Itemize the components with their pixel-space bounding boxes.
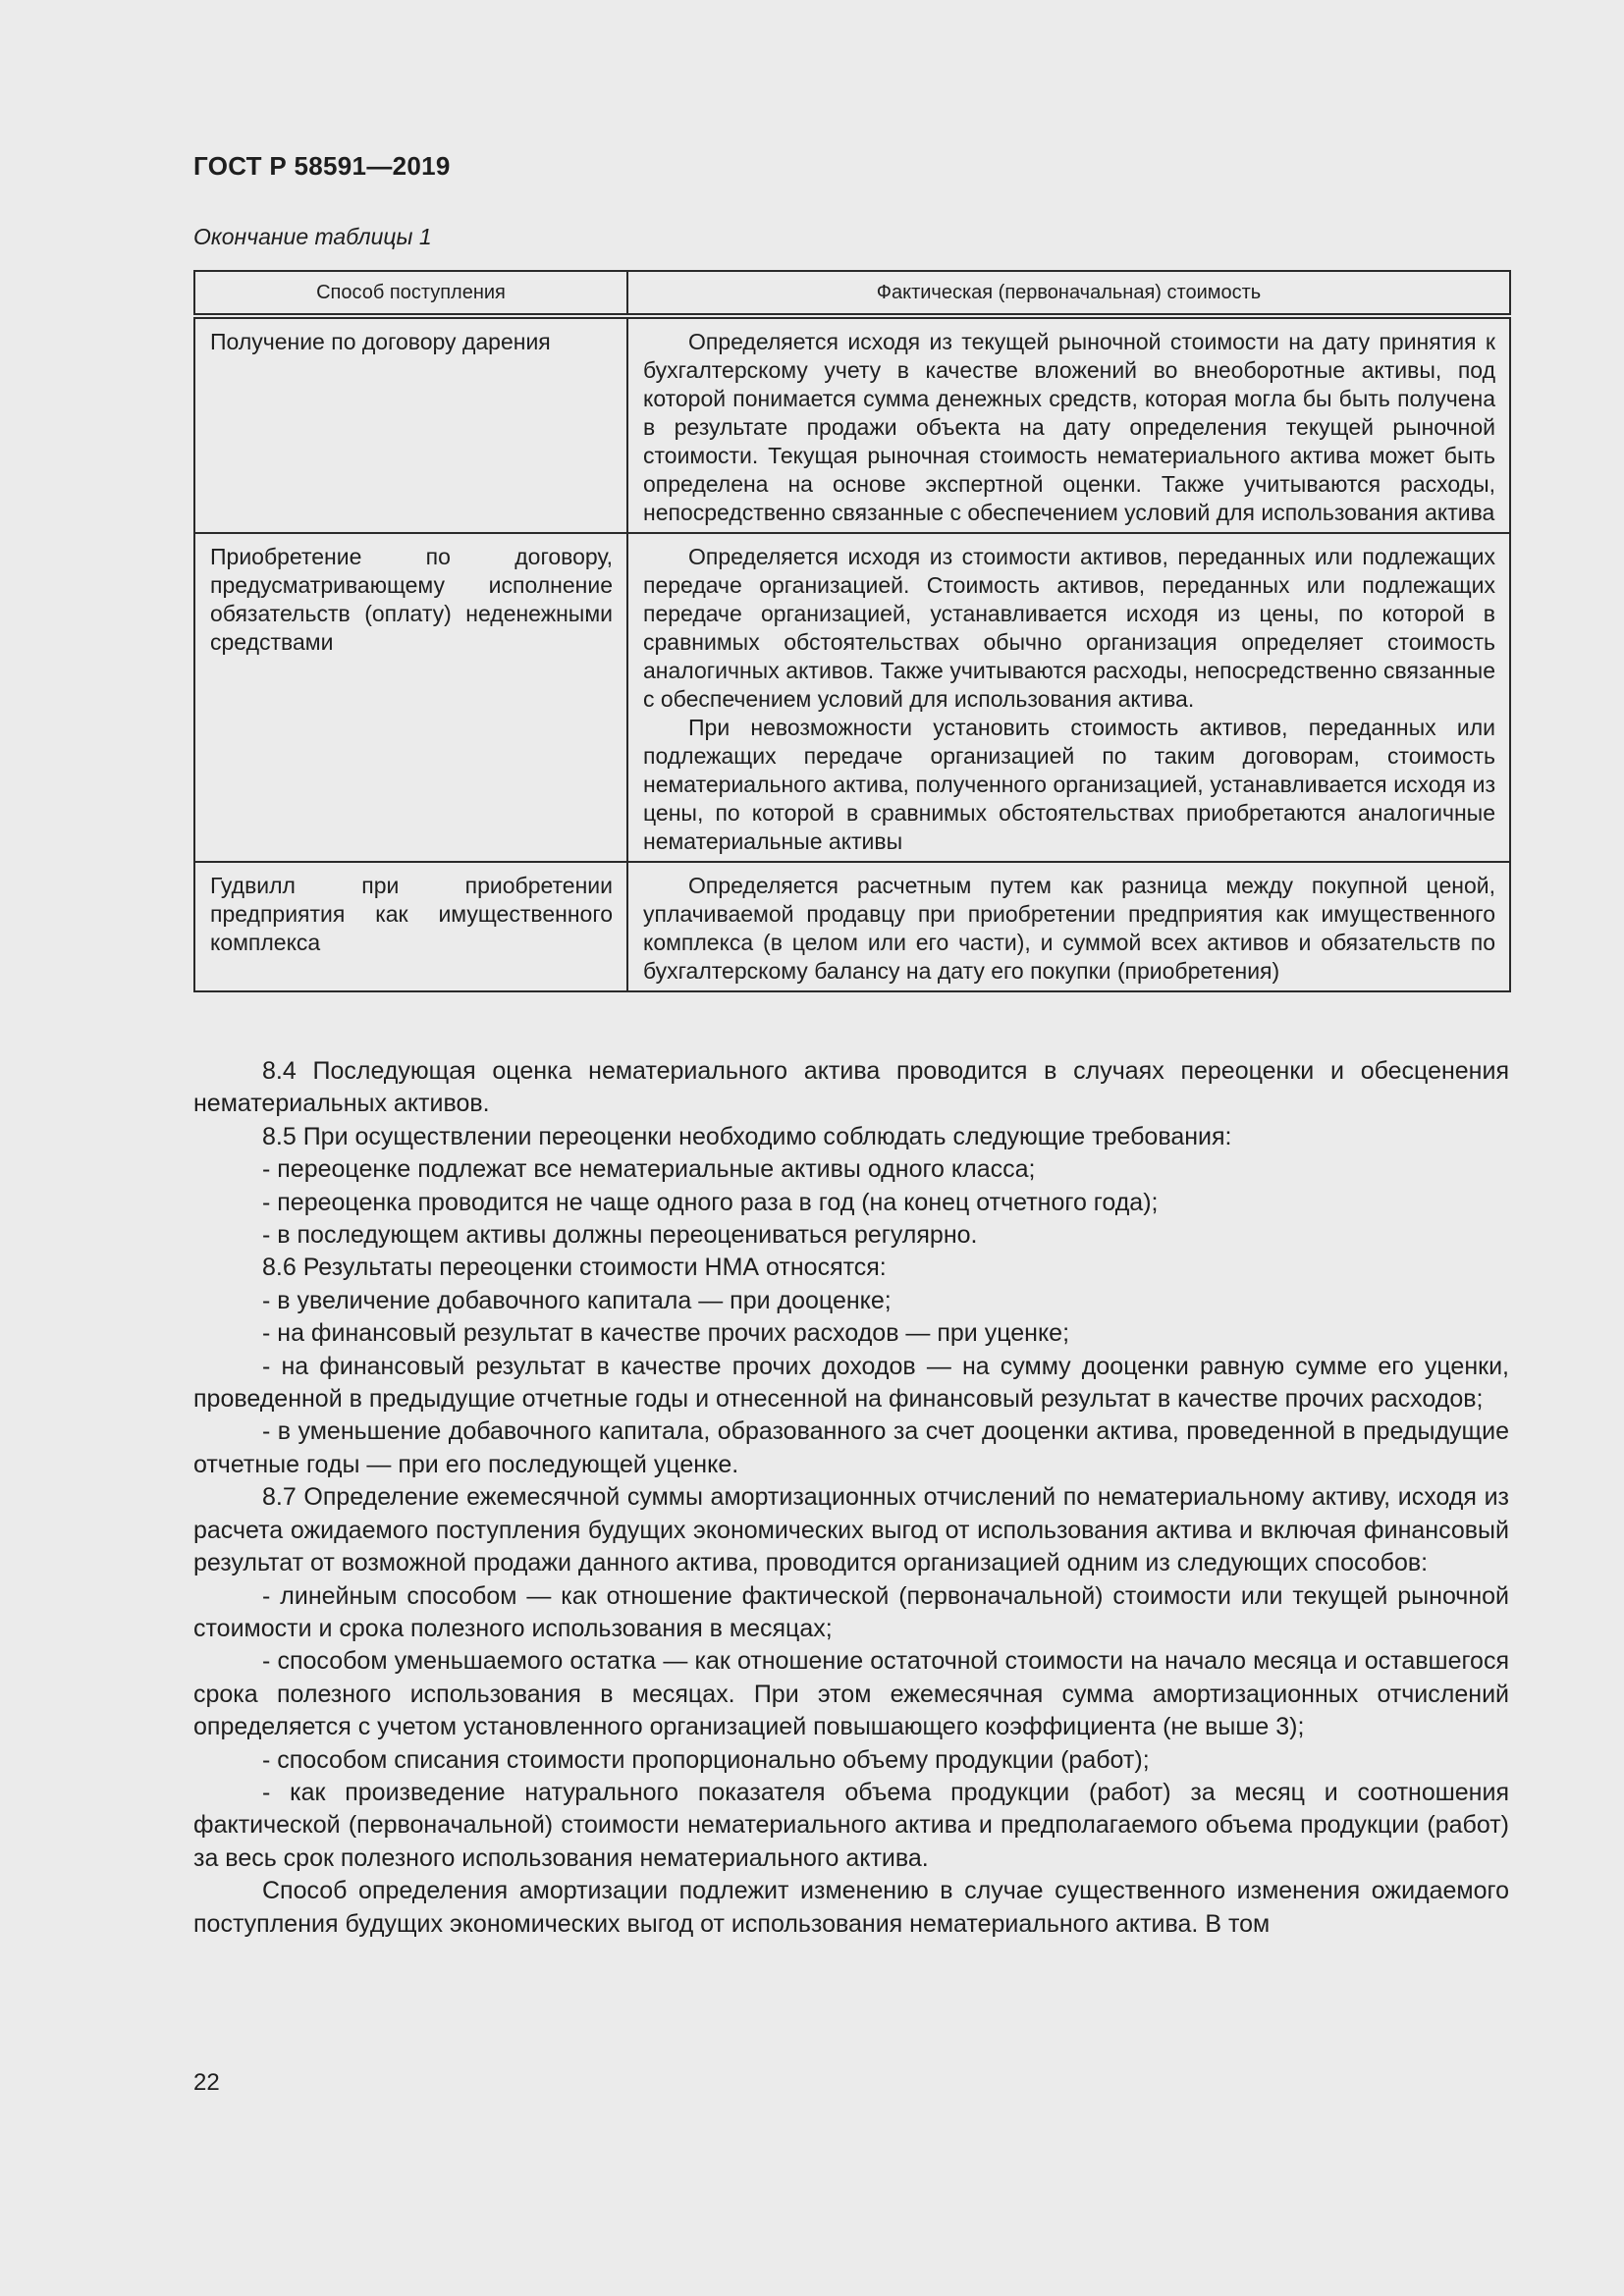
method-cell: Приобретение по договору, предусматривающему исполнение обязательств (оплату) неденежными средствами	[194, 533, 627, 862]
method-cell: Получение по договору дарения	[194, 316, 627, 533]
cost-paragraph: Определяется расчетным путем как разница между покупной ценой, уплачиваемой продавцу при приобретении предприятия как имущественного комплекса (в целом или его части), и суммой всех активов и обязательств по бухгалтерскому балансу на дату его покупки (приобретения)	[643, 873, 1495, 984]
paragraph: - в увеличение добавочного капитала — при дооценке;	[262, 1286, 892, 1314]
cost-paragraph: Определяется исходя из текущей рыночной стоимости на дату принятия к бухгалтерскому учету в качестве вложений во внеоборотные активы, под которой понимается сумма денежных средств, которая могла бы быть получена в результате продажи объекта на дату определения текущей рыночной стоимости. Текущая рыночная стоимость нематериального актива может быть определена на основе экспертной оценки. Также учитываются расходы, непосредственно связанные с обеспечением условий для использования актива	[643, 329, 1495, 525]
paragraph: - переоценка проводится не чаще одного раза в год (на конец отчетного года);	[262, 1188, 1159, 1216]
paragraph: 8.4 Последующая оценка нематериального актива проводится в случаях переоценки и обесценения нематериальных активов.	[193, 1057, 1509, 1118]
cost-cell	[627, 862, 1510, 991]
cost-paragraph: При невозможности установить стоимость активов, переданных или подлежащих передаче организацией по таким договорам, стоимость нематериального актива, полученного организацией, устанавливается исходя из цены, по которой в сравнимых обстоятельствах приобретаются аналогичные нематериальные активы	[643, 715, 1495, 854]
table-row	[194, 862, 1510, 991]
acquisition-cost-table	[193, 270, 1511, 992]
method-cell: Гудвилл при приобретении предприятия как имущественного комплекса	[194, 862, 627, 991]
cost-paragraph: Определяется исходя из стоимости активов, переданных или подлежащих передаче организацией. Стоимость активов, переданных или подлежащих передаче организацией, устанавливается исходя из цены, по которой в сравнимых обстоятельствах обычно организация определяет стоимость аналогичных активов. Также учитываются расходы, непосредственно связанные с обеспечением условий для использования актива.	[643, 544, 1495, 712]
cost-cell	[627, 316, 1510, 533]
table-header-row	[194, 271, 1510, 316]
table-row	[194, 316, 1510, 533]
paragraph: Способ определения амортизации подлежит изменению в случае существенного изменения ожидаемого поступления будущих экономических выгод от использования нематериального актива. В том	[193, 1877, 1509, 1938]
paragraph: - в последующем активы должны переоцениваться регулярно.	[262, 1221, 978, 1250]
column-header-cost: Фактическая (первоначальная) стоимость	[627, 271, 1510, 316]
paragraph: 8.6 Результаты переоценки стоимости НМА относятся:	[262, 1254, 887, 1282]
paragraph: - на финансовый результат в качестве прочих доходов — на сумму дооценки равную сумме его уценки, проведенной в предыдущие отчетные годы и отнесенной на финансовый результат в качестве прочих расходов;	[193, 1352, 1509, 1414]
document-title: ГОСТ Р 58591—2019	[193, 151, 451, 181]
paragraph: - на финансовый результат в качестве прочих расходов — при уценке;	[262, 1319, 1070, 1348]
table-row	[194, 533, 1510, 862]
paragraph: 8.5 При осуществлении переоценки необходимо соблюдать следующие требования:	[262, 1122, 1232, 1150]
page-number: 22	[193, 2069, 220, 2096]
table-caption: Окончание таблицы 1	[193, 224, 432, 249]
cost-cell	[627, 533, 1510, 862]
paragraph: 8.7 Определение ежемесячной суммы амортизационных отчислений по нематериальному активу, исходя из расчета ожидаемого поступления будущих экономических выгод от использования актива и включая финансовый результат от возможной продажи данного актива, проводится организацией одним из следующих способов:	[193, 1483, 1509, 1577]
column-header-method: Способ поступления	[194, 271, 627, 316]
paragraph: - в уменьшение добавочного капитала, образованного за счет дооценки актива, проведенной в предыдущие отчетные годы — при его последующей уценке.	[193, 1417, 1509, 1478]
paragraph: - переоценке подлежат все нематериальные активы одного класса;	[262, 1155, 1036, 1184]
paragraph: - как произведение натурального показателя объема продукции (работ) за месяц и соотношения фактической (первоначальной) стоимости нематериального актива и предполагаемого объема продукции (работ) за весь срок полезного использования нематериального актива.	[193, 1778, 1509, 1872]
paragraph: - способом уменьшаемого остатка — как отношение остаточной стоимости на начало месяца и оставшегося срока полезного использования в месяцах. При этом ежемесячная сумма амортизационных отчислений определяется с учетом установленного организацией повышающего коэффициента (не выше 3);	[193, 1647, 1509, 1741]
body-text	[193, 1055, 1509, 1941]
paragraph: - способом списания стоимости пропорционально объему продукции (работ);	[262, 1745, 1150, 1774]
paragraph: - линейным способом — как отношение фактической (первоначальной) стоимости или текущей рыночной стоимости и срока полезного использования в месяцах;	[193, 1581, 1509, 1642]
